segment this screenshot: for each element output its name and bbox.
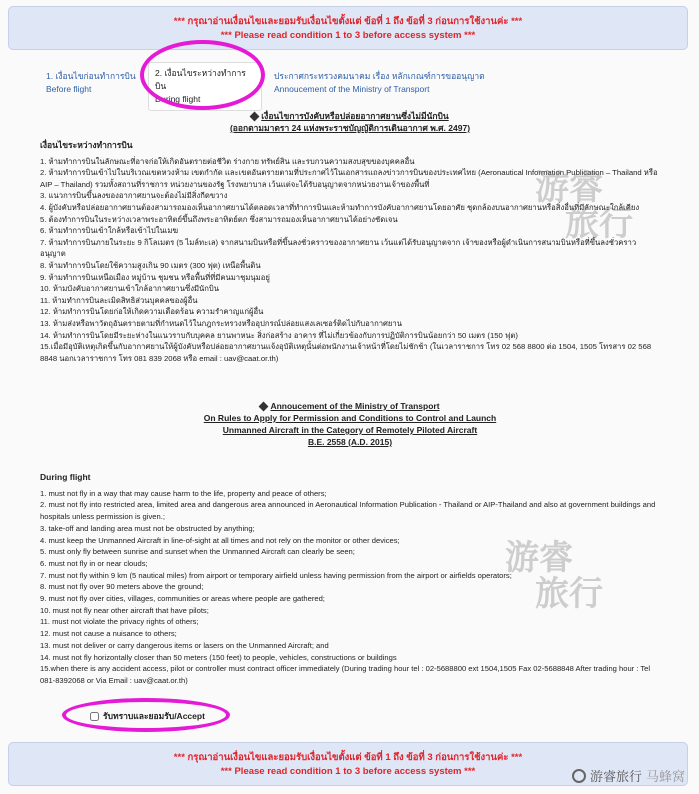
thai-section-title: เงื่อนไขระหว่างทำการบิน [40, 140, 133, 150]
list-item: 10. ห้ามบังคับอากาศยานเข้าใกล้อากาศยานซึ่งมีนักบิน [40, 284, 220, 294]
watermark-upper: 游睿 旅行 [535, 168, 633, 244]
list-item: 13. ห้ามส่งหรือพาวัตถุอันตรายตามที่กำหนดไว้ในกฎกระทรวงหรืออุปกรณ์ปล่อยแสงเลเซอร์ติดไปกับอากาศยาน [40, 318, 403, 328]
brand-logo-icon [572, 769, 586, 783]
list-item: 6. ห้ามทำการบินเข้าใกล้หรือเข้าไปในเมฆ [40, 226, 179, 236]
list-item: 5. ต้องทำการบินในระหว่างเวลาพระอาทิตย์ขึ้นถึงพระอาทิตย์ตก ซึ่งสามารถมองเห็นอากาศยานได้อย่างชัดเจน [40, 214, 398, 224]
notice-thai: *** กรุณาอ่านเงื่อนไขและยอมรับเงื่อนไขตั้งแต่ ข้อที่ 1 ถึง ข้อที่ 3 ก่อนการใช้งานค่ะ *** [173, 752, 523, 763]
list-item: 6. must not fly in or near clouds; [40, 558, 148, 568]
condition-tabs [40, 62, 660, 102]
list-item: 2. must not fly into restricted area, limited area and dangerous area announced in Aeronautical Information Publication - Thailand or AIP-Thailand and also at government buildings and hospitals unless permission is given.; [40, 500, 656, 522]
tab-label-english: Before flight [46, 84, 92, 94]
english-heading-title: Annoucement of the Ministry of Transport [270, 401, 440, 411]
thai-heading-subtitle: (ออกตามมาตรา 24 แห่งพระราชบัญญัติการเดินอากาศ พ.ศ. 2497) [229, 123, 471, 133]
list-item: 1. must not fly in a way that may cause harm to the life, property and peace of others; [40, 488, 327, 498]
list-item: 14. ห้ามทำการบินโดยมีระยะห่างในแนวราบกับบุคคล ยานพาหนะ สิ่งก่อสร้าง อาคาร ที่ไม่เกี่ยวข้องกับการปฏิบัติการบินน้อยกว่า 50 เมตร (150 ฟุต) [40, 330, 518, 340]
english-heading-date: B.E. 2558 (A.D. 2015) [307, 437, 393, 447]
tab-label-english: During flight [155, 94, 201, 104]
list-item: 5. must only fly between sunrise and sunset when the Unmanned Aircraft can clearly be seen; [40, 547, 355, 557]
list-item: 9. ห้ามทำการบินเหนือเมือง หมู่บ้าน ชุมชน หรือพื้นที่ที่มีคนมาชุมนุมอยู่ [40, 272, 270, 282]
list-item: 7. ห้ามทำการบินภายในระยะ 9 กิโลเมตร (5 ไมล์ทะเล) จากสนามบินหรือที่ขึ้นลงชั่วคราวของอากาศยาน เว้นแต่ได้รับอนุญาตจาก เจ้าของหรือผู้ดำเนินการสนามบินหรือที่ขึ้นลงชั่วคราวอนุญาต [40, 237, 637, 259]
list-item: 11. must not violate the privacy rights of others; [40, 617, 199, 627]
footer-brand-name: 游睿旅行 [589, 769, 642, 784]
list-item: 4. ผู้บังคับหรือปล่อยอากาศยานต้องสามารถมองเห็นอากาศยานได้ตลอดเวลาที่ทำการบินและห้ามทำการบังคับอากาศยานโดยอาศัย ชุดกล้องบนอากาศยานหรือสิ่งอื่นที่มีลักษณะใกล้เคียง [40, 202, 640, 212]
list-item: 7. must not fly within 9 km (5 nautical miles) from airport or temporary airfield unless having permission from the airport or airfields operators; [40, 570, 512, 580]
watermark-lower: 游睿 旅行 [505, 538, 603, 614]
thai-heading [40, 110, 660, 134]
list-item: 12. must not cause a nuisance to others; [40, 629, 177, 639]
list-item: 13. must not deliver or carry dangerous items or lasers on the Unmanned Aircraft; and [40, 640, 329, 650]
tab-before-flight[interactable] [40, 66, 142, 100]
highlight-circle-tab [140, 40, 265, 110]
english-heading [40, 400, 660, 448]
notice-english: *** Please read condition 1 to 3 before access system *** [220, 30, 476, 41]
tab-label-english: Annoucement of the Ministry of Transport [274, 84, 430, 94]
notice-english: *** Please read condition 1 to 3 before access system *** [220, 766, 476, 777]
list-item: 11. ห้ามทำการบินละเมิดสิทธิส่วนบุคคลของผู้อื่น [40, 295, 198, 305]
top-notice-banner [8, 6, 688, 50]
highlight-circle-accept [62, 698, 230, 732]
notice-thai: *** กรุณาอ่านเงื่อนไขและยอมรับเงื่อนไขตั้งแต่ ข้อที่ 1 ถึง ข้อที่ 3 ก่อนการใช้งานค่ะ *** [173, 16, 523, 27]
list-item: 2. ห้ามทำการบินเข้าไปในบริเวณเขตหวงห้าม เขตกำกัด และเขตอันตรายตามที่ประกาศไว้ในเอกสารแถลงข่าวการบินของประเทศไทย (Aeronautical Information Publication – Thailand หรือ AIP – Thailand) รวมทั้งสถานที่ราชการ หน่วยงานของรัฐ โรงพยาบาล เว้นแต่จะได้รับอนุญาตจากหน่วยงานเจ้าของพื้นที่ [40, 168, 658, 189]
list-item: 1. ห้ามทำการบินในลักษณะที่อาจก่อให้เกิดอันตรายต่อชีวิต ร่างกาย ทรัพย์สิน และรบกวนความสงบสุขของบุคคลอื่น [40, 156, 415, 166]
english-section-title: During flight [40, 472, 91, 482]
english-heading-line2: On Rules to Apply for Permission and Conditions to Control and Launch [203, 413, 497, 423]
pencil-icon [250, 112, 260, 122]
tab-label-thai: 1. เงื่อนไขก่อนทำการบิน [46, 71, 136, 81]
list-item: 10. must not fly near other aircraft that have pilots; [40, 605, 209, 615]
tab-label-thai: 2. เงื่อนไขระหว่างทำการบิน [155, 68, 246, 91]
list-item: 8. ห้ามทำการบินโดยใช้ความสูงเกิน 90 เมตร (300 ฟุต) เหนือพื้นดิน [40, 260, 261, 270]
list-item: 15.when there is any accident access, pilot or controller must contract officer immediately (During trading hour tel : 02-5688800 ext 1504,1505 Fax 02-5688848 After trading hour : Tel 081-8392068 or Via Email : uav@caat.or.th) [40, 664, 651, 685]
english-heading-line3: Unmanned Aircraft in the Category of Remotely Piloted Aircraft [222, 425, 478, 435]
list-item: 15.เมื่อมีอุบัติเหตุเกิดขึ้นกับอากาศยานให้ผู้บังคับหรือปล่อยอากาศยานแจ้งอุบัติเหตุนั้นต่อพนักงานเจ้าหน้าที่โดยไม่ชักช้า (ในเวลาราชการ โทร 02 568 8800 ต่อ 1504, 1505 โทรสาร 02 568 8848 นอกเวลาราชการ โทร 081 839 2068 หรือ email : uav@caat.or.th) [40, 342, 652, 363]
thai-heading-title: เงื่อนไขการบังคับหรือปล่อยอากาศยานซึ่งไม่มีนักบิน [261, 111, 449, 121]
tab-label-thai: ประกาศกระทรวงคมนาคม เรื่อง หลักเกณฑ์การขออนุญาต [274, 71, 485, 81]
tab-ministry-announcement[interactable] [268, 66, 491, 100]
list-item: 14. must not fly horizontally closer than 50 meters (150 feet) to people, vehicles, constructions or buildings [40, 652, 397, 662]
pencil-icon [259, 402, 269, 412]
list-item: 12. ห้ามทำการบินโดยก่อให้เกิดความเดือดร้อน ความรำคาญแก่ผู้อื่น [40, 307, 264, 317]
list-item: 9. must not fly over cities, villages, communities or areas where people are gathered; [40, 594, 325, 604]
list-item: 4. must keep the Unmanned Aircraft in line-of-sight at all times and not rely on the monitor or other devices; [40, 535, 400, 545]
list-item: 3. แนวการบินขึ้นลงของอากาศยานจะต้องไม่มีสิ่งกีดขวาง [40, 191, 228, 201]
footer-brand [572, 766, 685, 785]
footer-watermark-text: 马蜂窝 [645, 769, 685, 784]
accept-label: รับทราบและยอมรับ/Accept [103, 711, 205, 721]
list-item: 3. take-off and landing area must not be obstructed by anything; [40, 523, 255, 533]
list-item: 8. must not fly over 90 meters above the ground; [40, 582, 204, 592]
